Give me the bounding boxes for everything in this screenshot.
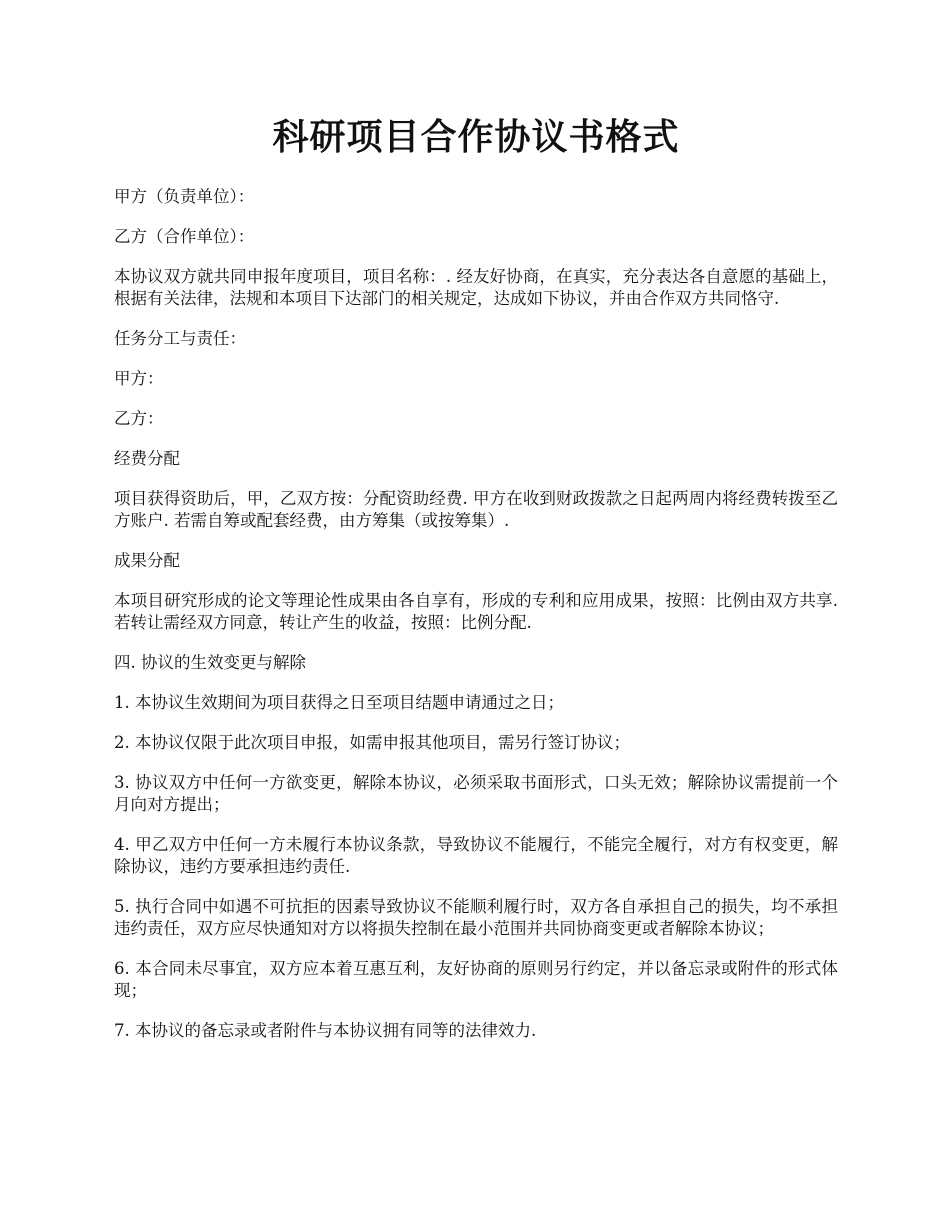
funding-paragraph: 项目获得资助后，甲，乙双方按：分配资助经费. 甲方在收到财政拨款之日起两周内将经费转拨至乙方账户. 若需自筹或配套经费，由方筹集（或按筹集）.	[114, 489, 838, 530]
section-heading-tasks: 任务分工与责任：	[114, 329, 246, 348]
party-b-line: 乙方（合作单位）：	[114, 227, 255, 246]
party-a-line: 甲方（负责单位）：	[114, 187, 255, 206]
clause-4: 4. 甲乙双方中任何一方未履行本协议条款，导致协议不能履行，不能完全履行，对方有权变更，解除协议，违约方要承担违约责任.	[114, 835, 838, 876]
clause-3: 3. 协议双方中任何一方欲变更，解除本协议，必须采取书面形式，口头无效；解除协议需提前一个月向对方提出；	[114, 773, 838, 814]
clause-7: 7. 本协议的备忘录或者附件与本协议拥有同等的法律效力.	[114, 1021, 537, 1040]
page-title: 科研项目合作协议书格式	[272, 117, 680, 158]
party-b-tasks: 乙方：	[114, 409, 164, 428]
section-heading-funding: 经费分配	[114, 449, 180, 468]
party-a-tasks: 甲方：	[114, 369, 164, 388]
preamble-paragraph: 本协议双方就共同申报年度项目，项目名称：. 经友好协商，在真实，充分表达各自意愿的基础上，根据有关法律，法规和本项目下达部门的相关规定，达成如下协议，并由合作双方共同恪守.	[114, 267, 838, 308]
section-heading-results: 成果分配	[114, 551, 180, 570]
section-heading-effect: 四. 协议的生效变更与解除	[114, 653, 306, 672]
results-paragraph: 本项目研究形成的论文等理论性成果由各自享有，形成的专利和应用成果，按照：比例由双方共享. 若转让需经双方同意，转让产生的收益，按照：比例分配.	[114, 591, 838, 632]
clause-6: 6. 本合同未尽事宜，双方应本着互惠互利，友好协商的原则另行约定，并以备忘录或附件的形式体现；	[114, 959, 838, 1000]
clause-2: 2. 本协议仅限于此次项目申报，如需申报其他项目，需另行签订协议；	[114, 733, 630, 752]
clause-1: 1. 本协议生效期间为项目获得之日至项目结题申请通过之日；	[114, 693, 564, 712]
clause-5: 5. 执行合同中如遇不可抗拒的因素导致协议不能顺利履行时，双方各自承担自己的损失，均不承担违约责任，双方应尽快通知对方以将损失控制在最小范围并共同协商变更或者解除本协议；	[114, 897, 838, 938]
